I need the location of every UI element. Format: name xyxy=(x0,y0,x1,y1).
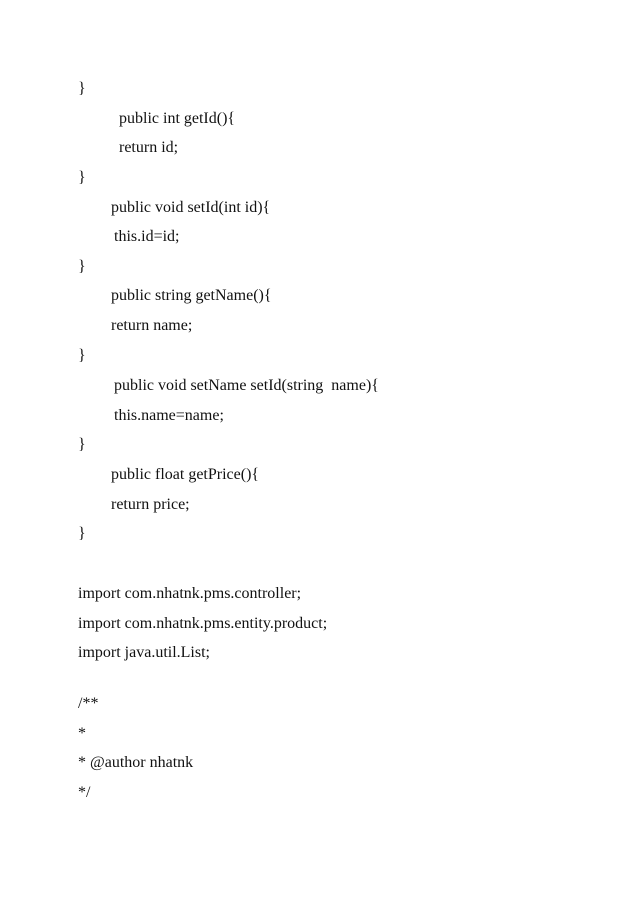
code-line: } xyxy=(78,347,86,364)
code-line: this.id=id; xyxy=(114,228,180,245)
code-line: } xyxy=(78,525,86,542)
code-line: return name; xyxy=(111,317,193,334)
code-line: return id; xyxy=(119,139,179,156)
code-line: public int getId(){ xyxy=(119,110,236,127)
comment-line: * xyxy=(78,725,86,742)
code-line: } xyxy=(78,169,86,186)
import-line: import java.util.List; xyxy=(78,644,210,661)
import-line: import com.nhatnk.pms.entity.product; xyxy=(78,615,328,632)
code-line: public string getName(){ xyxy=(111,287,272,304)
comment-line: */ xyxy=(78,784,91,801)
code-line: public void setId(int id){ xyxy=(111,199,271,216)
comment-line: /** xyxy=(78,695,99,712)
code-line: } xyxy=(78,80,86,97)
code-line: this.name=name; xyxy=(114,407,224,424)
code-line: public void setName setId(string name){ xyxy=(114,377,379,394)
code-line: } xyxy=(78,258,86,275)
code-line: } xyxy=(78,436,86,453)
comment-line: * @author nhatnk xyxy=(78,754,194,771)
code-line: public float getPrice(){ xyxy=(111,466,260,483)
code-line: return price; xyxy=(111,496,190,513)
import-line: import com.nhatnk.pms.controller; xyxy=(78,585,302,602)
